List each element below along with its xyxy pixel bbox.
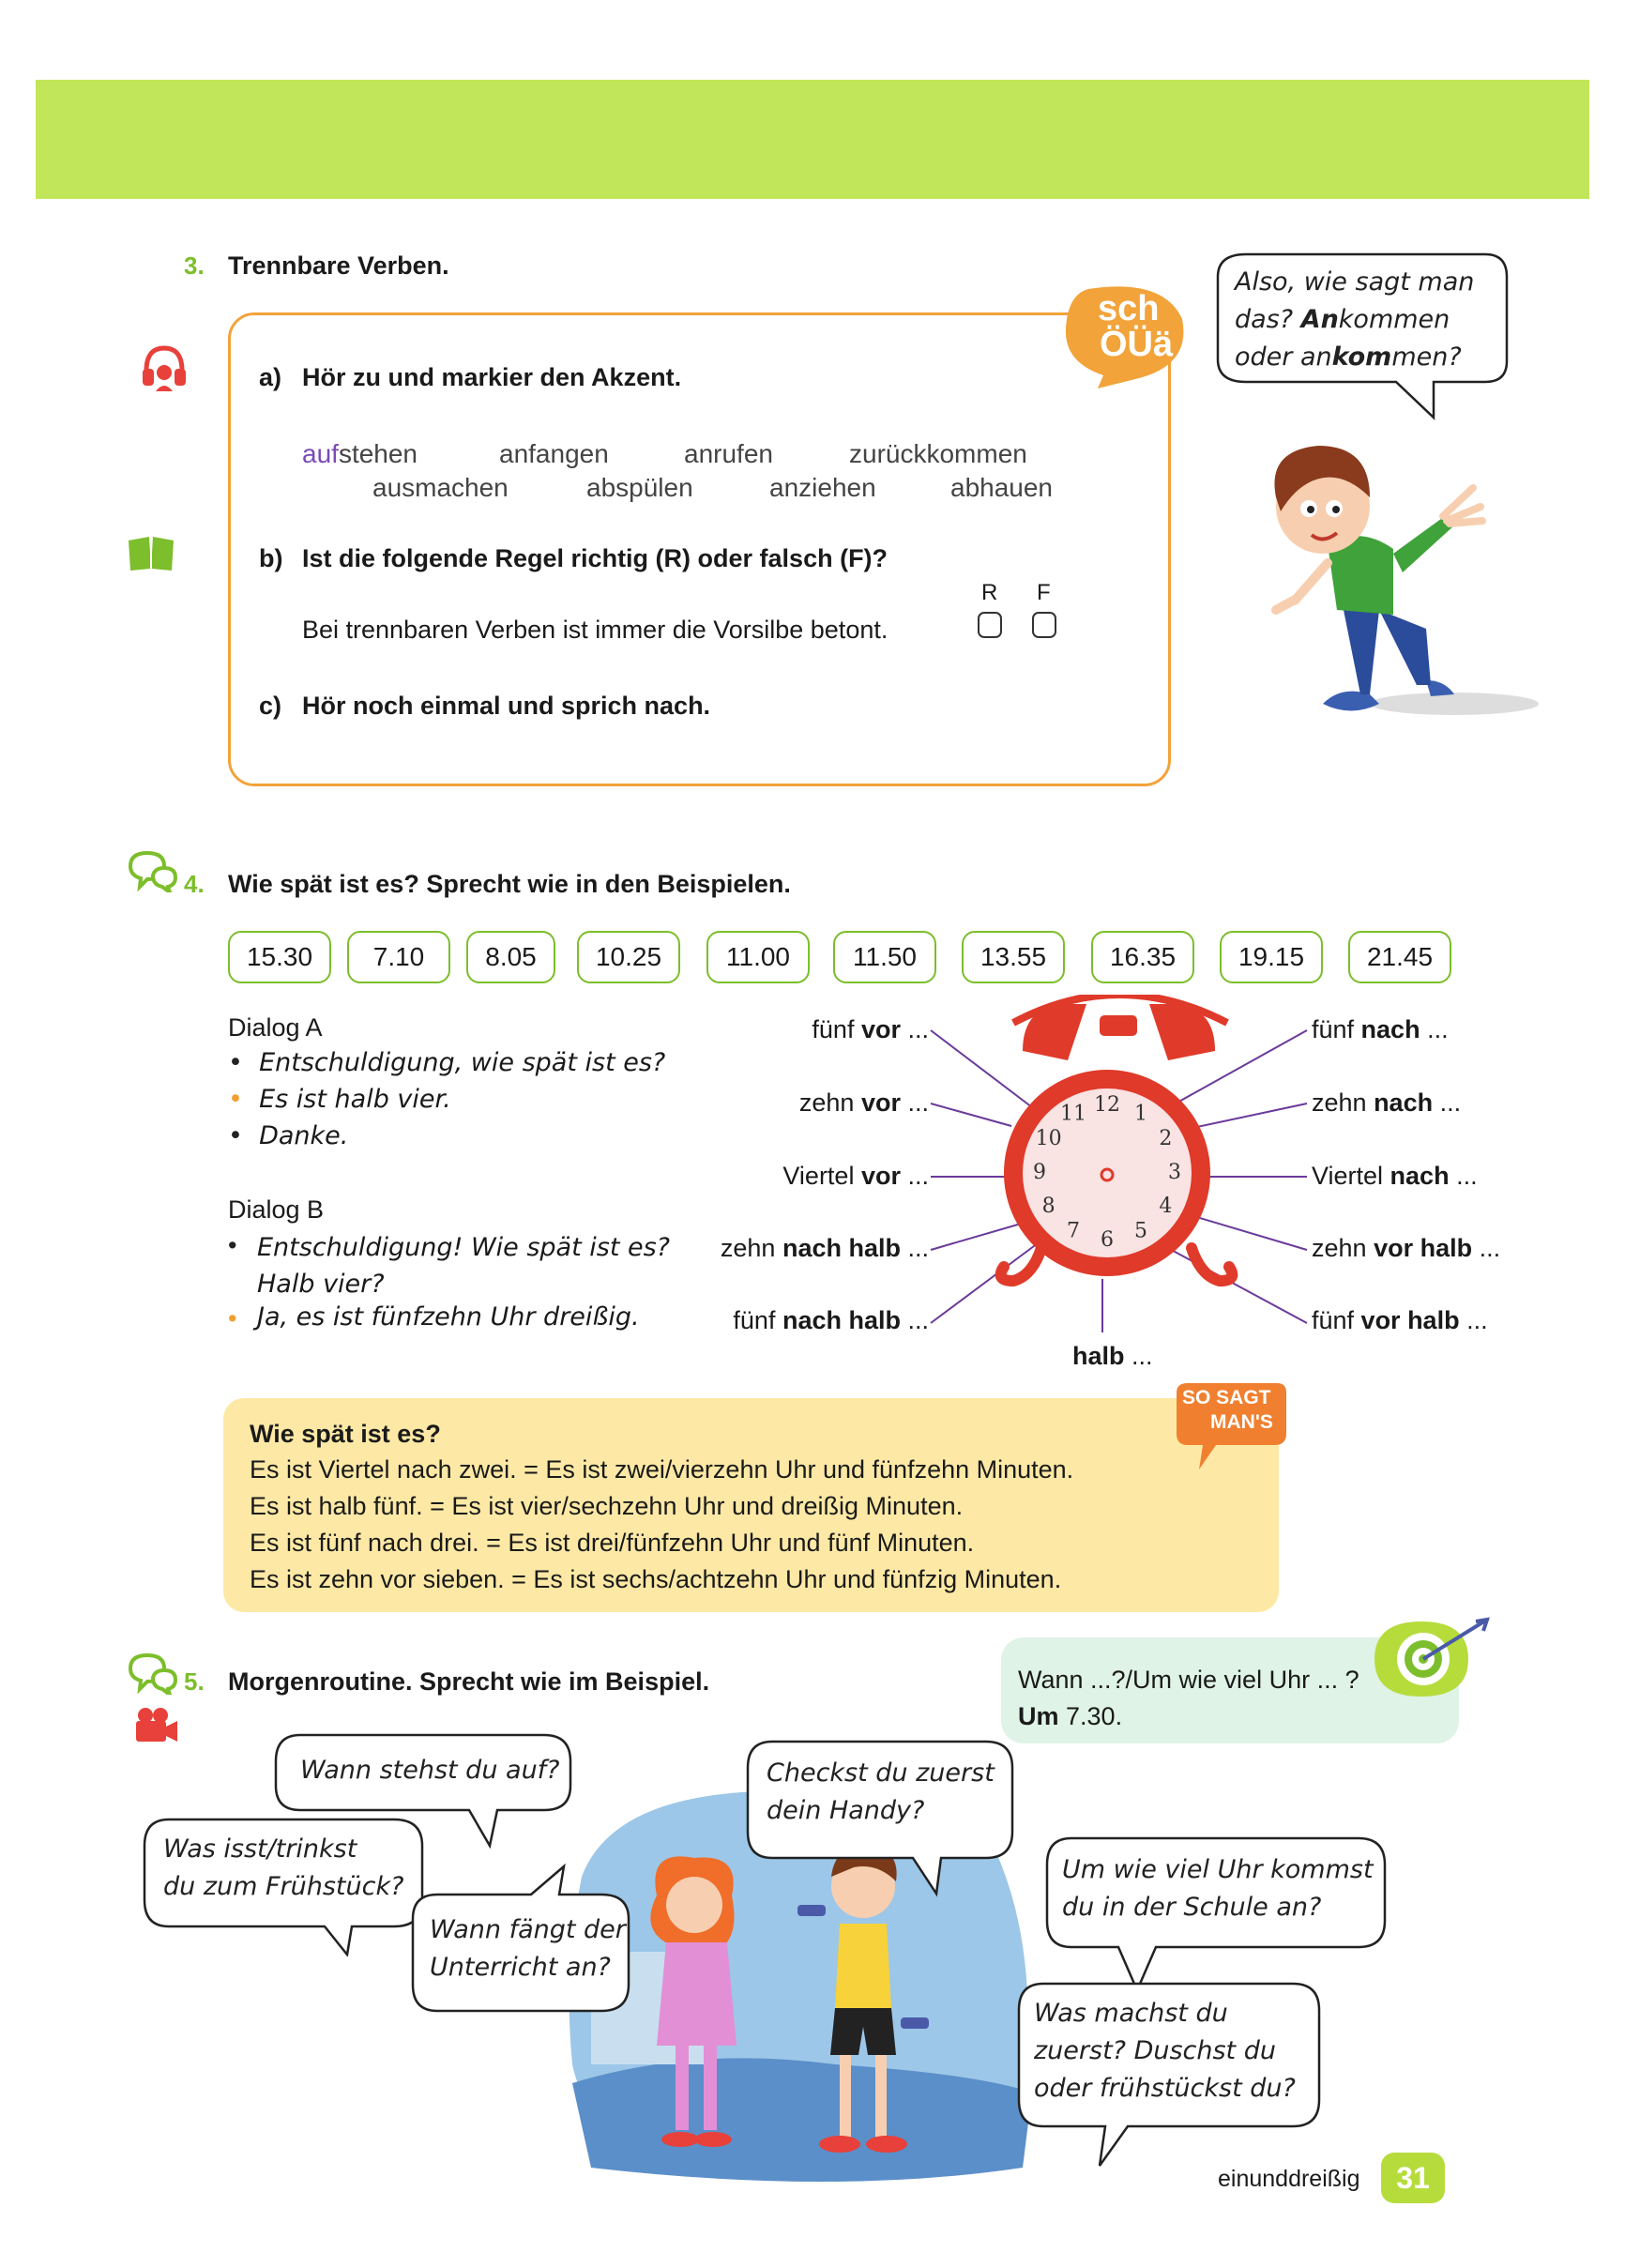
lbl-norm: Viertel [1312, 1162, 1390, 1190]
verb-1-accent: auf [302, 439, 339, 468]
bubble-schule-line1: Um wie viel Uhr kommst [1062, 1855, 1374, 1884]
dialog-a-line-3-text: Danke. [259, 1121, 349, 1150]
ex3-c-text: Hör noch einmal und sprich nach. [302, 692, 711, 720]
lbl-bold: vor [860, 1015, 901, 1043]
checkbox-falsch[interactable] [1032, 612, 1056, 638]
lbl-bold: vor halb [1360, 1306, 1460, 1334]
dialog-b-line-1: Entschuldigung! Wie spät ist es? Halb vier? [257, 1233, 671, 1299]
speech-line-3-post: men? [1391, 342, 1462, 372]
bubble-faengt-line1: Wann fängt der [430, 1915, 626, 1944]
lbl-bold: nach [1360, 1015, 1420, 1043]
book-icon [125, 533, 177, 577]
page-number: 31 [1381, 2153, 1445, 2203]
speech-line-1: Also, wie sagt man [1235, 267, 1475, 297]
lbl-norm: zehn [720, 1234, 782, 1262]
video-camera-icon [134, 1706, 179, 1748]
exercise-5-title: Morgenroutine. Sprecht wie im Beispiel. [228, 1667, 710, 1696]
speech-line-2-pre: das? [1235, 305, 1301, 334]
bubble-machst-line2: zuerst? Duschst du [1034, 2036, 1276, 2065]
lbl-tail: ... [900, 1234, 929, 1262]
callout-line: Es ist zehn vor sieben. = Es ist sechs/achtzehn Uhr und fünfzig Minuten. [250, 1565, 1062, 1593]
label-fuenf-vor-halb [1312, 1306, 1488, 1335]
f-label: F [1037, 580, 1051, 605]
speech-line-2-bold: An [1300, 305, 1339, 334]
dialog-b-bullet-2: • [228, 1304, 237, 1332]
speech-line-2 [1235, 301, 1450, 339]
clock-numeral: 9 [1033, 1161, 1046, 1184]
clock-numeral: 12 [1094, 1093, 1120, 1117]
bubble-isst-line1: Was isst/trinkst [163, 1834, 357, 1864]
ex3-a-text: Hör zu und markier den Akzent. [302, 363, 682, 391]
label-fuenf-nach [1312, 1015, 1449, 1044]
lbl-norm: zehn [1312, 1234, 1374, 1262]
bubble-schule-line2: du in der Schule an? [1062, 1893, 1322, 1922]
label-halb [1072, 1342, 1153, 1371]
target-icon [1365, 1612, 1496, 1711]
lbl-bold: nach halb [782, 1234, 901, 1262]
bubble-isst [141, 1816, 432, 1956]
top-banner [36, 80, 1589, 199]
lbl-tail: ... [1472, 1234, 1501, 1262]
time-box: 8.05 [466, 931, 555, 983]
clock-numeral: 11 [1060, 1102, 1086, 1126]
lbl-tail: ... [900, 1088, 929, 1117]
r-label: R [981, 580, 998, 605]
label-viertel-vor [782, 1162, 929, 1191]
exercise-4-number: 4. [184, 870, 205, 898]
headphones-icon [141, 342, 188, 399]
hint-time: 7.30. [1058, 1702, 1123, 1730]
lbl-tail: ... [900, 1015, 929, 1043]
ex3-b-text: Ist die folgende Regel richtig (R) oder falsch (F)? [302, 544, 888, 572]
bubble-handy [744, 1738, 1018, 1897]
lbl-norm: Viertel [782, 1162, 861, 1190]
dialog-a-line-1: • Entschuldigung, wie spät ist es? [228, 1048, 666, 1077]
dialog-a-line-2-text: Es ist halb vier. [259, 1085, 451, 1114]
sch-badge-line1: sch [1098, 289, 1160, 328]
label-viertel-nach [1312, 1162, 1478, 1191]
lbl-bold: nach [1390, 1162, 1450, 1190]
bubble-faengt-line2: Unterricht an? [430, 1953, 611, 1982]
verb-4: zurückkommen [849, 439, 1027, 468]
speech-line-2-post: kommen [1338, 305, 1450, 334]
ex3-b-label: b) [259, 544, 283, 572]
clock-numeral: 4 [1159, 1195, 1173, 1218]
clock-numeral: 5 [1134, 1219, 1147, 1243]
lbl-tail: ... [1459, 1306, 1488, 1334]
clock-numeral: 3 [1168, 1161, 1181, 1184]
verb-6: abspülen [586, 473, 693, 502]
bubble-machst-line1: Was machst du [1034, 1999, 1228, 2028]
lbl-norm: fünf [1312, 1015, 1361, 1043]
clock-numeral: 8 [1041, 1195, 1055, 1218]
dialog-b-title: Dialog B [228, 1195, 325, 1224]
bubble-machst [1015, 1980, 1325, 2168]
label-zehn-vor-halb [1312, 1234, 1500, 1263]
bubble-stehst-text: Wann stehst du auf? [300, 1756, 560, 1785]
lbl-norm: fünf [812, 1015, 861, 1043]
time-box: 19.15 [1220, 931, 1323, 983]
clock-numeral: 7 [1067, 1219, 1080, 1243]
verb-1 [302, 439, 418, 469]
so-sagt-mans-badge [1169, 1379, 1291, 1473]
callout-line: Es ist Viertel nach zwei. = Es ist zwei/vierzehn Uhr und fünfzehn Minuten. [250, 1455, 1074, 1484]
sch-badge-line2: ÖÜä [1100, 325, 1174, 364]
ex3-a-label: a) [259, 363, 282, 391]
hint-line-1: Wann ...?/Um wie viel Uhr ... ? [1018, 1666, 1359, 1694]
bubble-schule [1043, 1834, 1390, 1994]
speech-line-3 [1235, 339, 1462, 376]
lbl-tail: ... [900, 1162, 929, 1190]
lbl-tail: ... [1449, 1162, 1478, 1190]
lbl-tail: ... [1420, 1015, 1449, 1043]
lbl-bold: vor halb [1374, 1234, 1473, 1262]
rule-text: Bei trennbaren Verben ist immer die Vorsilbe betont. [302, 616, 888, 644]
time-box: 7.10 [347, 931, 450, 983]
speech-bubbles-icon-4 [127, 849, 179, 897]
speech-bubbles-icon-5 [127, 1652, 179, 1699]
label-fuenf-vor [812, 1015, 929, 1044]
verb-1-rest: stehen [338, 439, 418, 468]
lbl-norm: zehn [798, 1088, 861, 1117]
lbl-bold: vor [860, 1088, 901, 1117]
lbl-tail: ... [1433, 1088, 1462, 1117]
clock-numeral: 1 [1134, 1102, 1147, 1126]
lbl-bold: nach [1374, 1088, 1434, 1117]
verb-2: anfangen [499, 439, 609, 468]
time-box: 10.25 [577, 931, 680, 983]
ex3-c-label: c) [259, 692, 282, 720]
dialog-b-line-2: Ja, es ist fünfzehn Uhr dreißig. [257, 1302, 640, 1332]
label-zehn-nach [1312, 1088, 1461, 1118]
time-box: 16.35 [1091, 931, 1194, 983]
time-box: 11.00 [706, 931, 810, 983]
label-fuenf-nach-halb [733, 1306, 929, 1335]
verb-8: abhauen [950, 473, 1054, 502]
lbl-norm: zehn [1312, 1088, 1374, 1117]
bubble-handy-line1: Checkst du zuerst [767, 1758, 995, 1788]
boy-illustration [1229, 422, 1548, 737]
verb-7: anziehen [769, 473, 876, 502]
lbl-tail: ... [1124, 1342, 1153, 1370]
page-word: einunddreißig [1218, 2166, 1360, 2192]
callout-title: Wie spät ist es? [250, 1420, 441, 1448]
clock-numeral: 2 [1159, 1127, 1173, 1150]
hint-bold: Um [1018, 1702, 1059, 1730]
callout-line: Es ist fünf nach drei. = Es ist drei/fünfzehn Uhr und fünf Minuten. [250, 1529, 975, 1557]
dialog-a-line-3: • Danke. [228, 1121, 349, 1150]
hint-line-2 [1018, 1702, 1122, 1731]
dialog-a-line-2: • Es ist halb vier. [228, 1085, 451, 1114]
speech-line-3-pre: oder an [1235, 342, 1332, 372]
speech-line-3-bold: kom [1331, 342, 1392, 372]
exercise-3-title: Trennbare Verben. [228, 251, 449, 280]
alarm-clock [929, 995, 1309, 1342]
speech-bubble-ankommen [1208, 249, 1513, 422]
sch-badge [1060, 282, 1192, 389]
so-sagt-line2: MAN'S [1210, 1411, 1273, 1433]
lbl-bold: halb [1072, 1342, 1125, 1370]
dialog-a-title: Dialog A [228, 1013, 323, 1042]
label-zehn-vor [799, 1088, 929, 1118]
time-box: 15.30 [228, 931, 331, 983]
checkbox-richtig[interactable] [978, 612, 1002, 638]
lbl-bold: vor [860, 1162, 901, 1190]
exercise-3-number: 3. [184, 251, 205, 280]
dialog-a-line-1-text: Entschuldigung, wie spät ist es? [259, 1048, 666, 1077]
dialog-b-bullet-1: • [228, 1231, 237, 1259]
verb-3: anrufen [684, 439, 773, 468]
lbl-tail: ... [900, 1306, 929, 1334]
lbl-bold: nach halb [782, 1306, 901, 1334]
time-box: 11.50 [833, 931, 936, 983]
callout-line: Es ist halb fünf. = Es ist vier/sechzehn Uhr und dreißig Minuten. [250, 1492, 964, 1520]
bubble-isst-line2: du zum Frühstück? [163, 1872, 404, 1901]
lbl-norm: fünf [733, 1306, 782, 1334]
label-zehn-nach-halb [721, 1234, 929, 1263]
exercise-4-title: Wie spät ist es? Sprecht wie in den Beispielen. [228, 870, 791, 898]
clock-numeral: 10 [1035, 1127, 1062, 1150]
lbl-norm: fünf [1312, 1306, 1361, 1334]
so-sagt-line1: SO SAGT [1182, 1387, 1271, 1408]
clock-numeral: 6 [1101, 1228, 1114, 1252]
time-box: 13.55 [962, 931, 1065, 983]
verb-5: ausmachen [372, 473, 509, 502]
bubble-handy-line2: dein Handy? [767, 1796, 925, 1825]
bubble-faengt [409, 1863, 634, 2017]
exercise-5-number: 5. [184, 1667, 205, 1696]
bubble-machst-line3: oder frühstückst du? [1034, 2074, 1296, 2103]
time-box: 21.45 [1348, 931, 1451, 983]
